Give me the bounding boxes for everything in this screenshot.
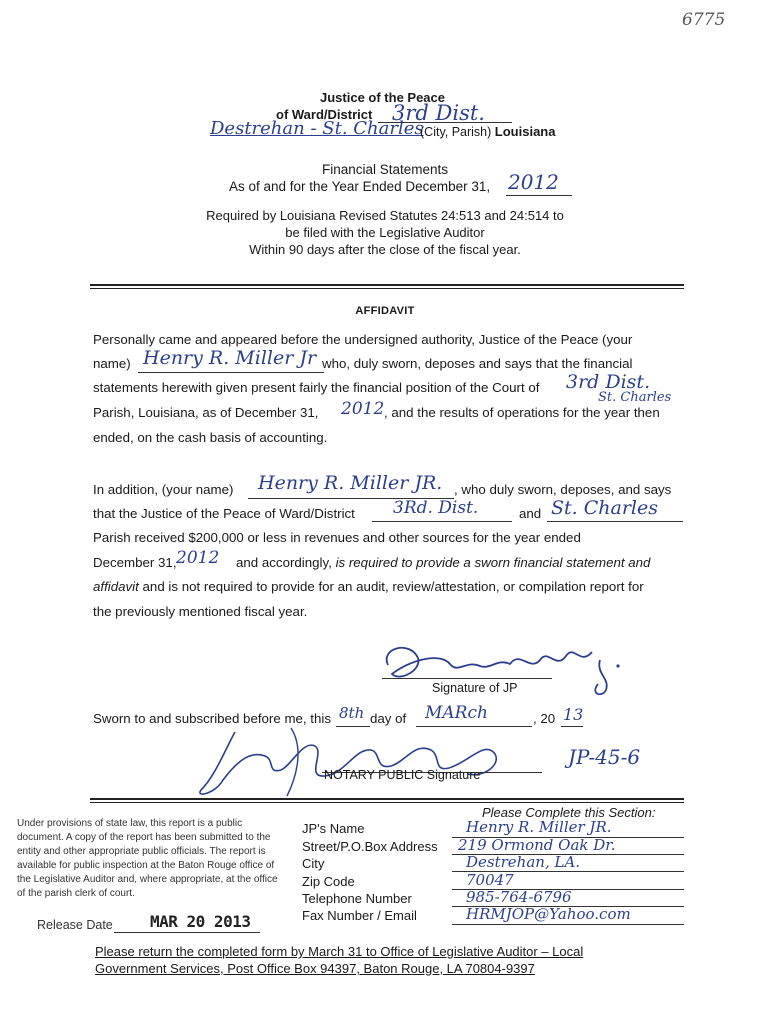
- public-notice: Under provisions of state law, this report is a public document. A copy of the report has been submitted to the entity and other appropriate public officials. The report is available for public inspection at the Baton Rouge office of the Legislative Auditor and, where appropriate, at the office of the parish clerk of court.: [17, 818, 278, 899]
- p1-line3a: statements herewith given present fairly the financial position of the Court of: [93, 380, 540, 395]
- value-jp-name: Henry R. Miller JR.: [466, 818, 612, 836]
- affidavit-title: AFFIDAVIT: [355, 305, 415, 317]
- return-instructions-line2: Government Services, Post Office Box 94397, Baton Rouge, LA 70804-9397: [95, 961, 535, 976]
- release-date-stamp: MAR 20 2013: [150, 912, 251, 931]
- fs-year-handwritten: 2012: [508, 170, 559, 194]
- contact-heading: Please Complete this Section:: [482, 805, 656, 820]
- district-handwritten: 3rd Dist.: [392, 101, 485, 125]
- label-telephone: Telephone Number: [302, 891, 412, 906]
- sworn-line-b: day of: [370, 711, 407, 726]
- sworn-month-handwritten: MARch: [425, 703, 488, 723]
- p2-line2b: and: [519, 506, 542, 521]
- label-address: Street/P.O.Box Address: [302, 839, 438, 854]
- value-telephone: 985-764-6796: [466, 888, 572, 906]
- statute-line3: Within 90 days after the close of the fiscal year.: [249, 242, 521, 257]
- divider-bottom: [90, 798, 684, 800]
- value-fax-email: HRMJOP@Yahoo.com: [466, 905, 631, 923]
- divider-top: [90, 284, 684, 286]
- corner-number: 6775: [682, 10, 726, 30]
- release-date-label: Release Date: [37, 918, 113, 932]
- p2-line6: the previously mentioned fiscal year.: [93, 604, 308, 619]
- return-instructions-line1: Please return the completed form by March 31 to Office of Legislative Auditor – Local: [95, 944, 584, 959]
- notary-signature-label: NOTARY PUBLIC Signature: [324, 768, 481, 782]
- value-zip: 70047: [466, 871, 514, 889]
- label-fax-email: Fax Number / Email: [302, 908, 417, 923]
- header-line1: Justice of the Peace: [320, 90, 445, 105]
- statute-line2: be filed with the Legislative Auditor: [285, 225, 485, 240]
- court-handwritten: 3rd Dist.: [566, 371, 651, 393]
- p2-line1a: In addition, (your name): [93, 482, 234, 497]
- value-city: Destrehan, LA.: [466, 853, 581, 871]
- court-parish-handwritten: St. Charles: [598, 390, 672, 405]
- p1-line1: Personally came and appeared before the undersigned authority, Justice of the Peace (your: [93, 332, 633, 347]
- sworn-line-a: Sworn to and subscribed before me, this: [93, 711, 331, 726]
- p2-line4b: and accordingly, is required to provide a sworn financial statement and: [236, 555, 651, 570]
- p1-line5: ended, on the cash basis of accounting.: [93, 430, 328, 445]
- header-line2: of Ward/District: [276, 107, 373, 122]
- notary-signature-graphic: [195, 720, 555, 800]
- p2-name-handwritten: Henry R. Miller JR.: [258, 472, 443, 494]
- city-parish-label: (City, Parish) Louisiana: [420, 124, 556, 139]
- label-city: City: [302, 856, 325, 871]
- label-zip: Zip Code: [302, 874, 355, 889]
- statute-line1: Required by Louisiana Revised Statutes 24:513 and 24:514 to: [206, 208, 564, 223]
- p2-parish-handwritten: St. Charles: [551, 497, 658, 519]
- label-jp-name: JP's Name: [302, 821, 365, 836]
- fs-year-line: As of and for the Year Ended December 31,: [229, 179, 491, 194]
- sworn-year-handwritten: 13: [563, 705, 584, 724]
- p1-line2a: name): [93, 356, 131, 371]
- p1-line2b: who, duly sworn, deposes and says that the financial: [322, 356, 633, 371]
- p2-line2a: that the Justice of the Peace of Ward/District: [93, 506, 355, 521]
- p2-line4a: December 31,: [93, 555, 177, 570]
- sworn-day-handwritten: 8th: [339, 704, 365, 722]
- p1-year-handwritten: 2012: [341, 399, 385, 419]
- p2-district-handwritten: 3Rd. Dist.: [393, 498, 479, 518]
- value-address: 219 Ormond Oak Dr.: [458, 836, 616, 854]
- p2-line1b: , who duly sworn, deposes, and says: [454, 482, 672, 497]
- jp-name-handwritten: Henry R. Miller Jr: [143, 347, 317, 369]
- p1-line4a: Parish, Louisiana, as of December 31,: [93, 405, 319, 420]
- jp-signature-label: Signature of JP: [432, 681, 518, 695]
- p1-line4b: , and the results of operations for the year then: [384, 405, 660, 420]
- p2-line5: affidavit and is not required to provide for an audit, review/attestation, or compilation report for: [93, 579, 644, 594]
- city-parish-handwritten: Destrehan - St. Charles: [210, 118, 424, 139]
- p2-year-handwritten: 2012: [176, 548, 220, 568]
- p2-line3: Parish received $200,000 or less in revenues and other sources for the year ended: [93, 530, 581, 545]
- sworn-line-c: , 20: [533, 711, 556, 726]
- notary-id-handwritten: JP-45-6: [568, 745, 641, 769]
- fs-title: Financial Statements: [321, 162, 449, 177]
